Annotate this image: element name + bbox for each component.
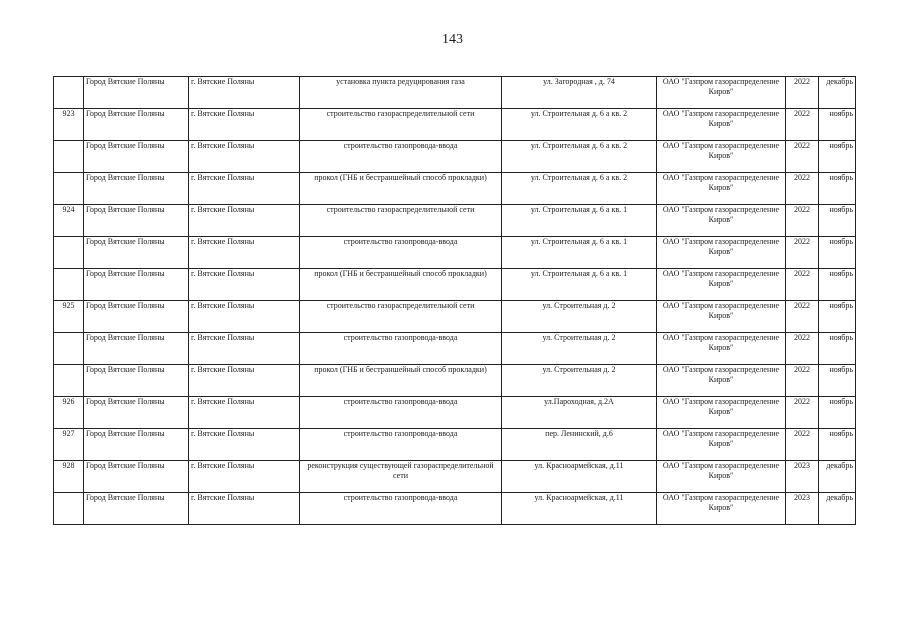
municipality-cell: Город Вятские Поляны [84, 461, 189, 493]
address-cell: ул. Строительная д. 6 а кв. 1 [502, 237, 657, 269]
month-cell: ноябрь [819, 301, 856, 333]
municipality-cell: Город Вятские Поляны [84, 173, 189, 205]
address-cell: ул. Строительная д. 6 а кв. 1 [502, 269, 657, 301]
row-number: 925 [54, 301, 84, 333]
municipality-cell: Город Вятские Поляны [84, 269, 189, 301]
table-row [54, 461, 856, 493]
organization-cell: ОАО "Газпром газораспределение Киров" [657, 365, 786, 397]
municipality-cell: Город Вятские Поляны [84, 141, 189, 173]
table-row [54, 141, 856, 173]
row-number [54, 77, 84, 109]
table-row [54, 269, 856, 301]
organization-cell: ОАО "Газпром газораспределение Киров" [657, 333, 786, 365]
municipality-cell: Город Вятские Поляны [84, 301, 189, 333]
month-cell: ноябрь [819, 429, 856, 461]
year-cell: 2022 [786, 333, 819, 365]
row-number [54, 333, 84, 365]
table-row [54, 205, 856, 237]
address-cell: ул. Строительная д. 6 а кв. 2 [502, 109, 657, 141]
address-cell: ул. Строительная д. 2 [502, 301, 657, 333]
row-number: 928 [54, 461, 84, 493]
month-cell: ноябрь [819, 141, 856, 173]
row-number: 924 [54, 205, 84, 237]
row-number [54, 173, 84, 205]
work-type-cell: прокол (ГНБ и бестраншейный способ прокладки) [300, 173, 502, 205]
address-cell: пер. Ленинский, д.6 [502, 429, 657, 461]
month-cell: ноябрь [819, 109, 856, 141]
year-cell: 2022 [786, 429, 819, 461]
year-cell: 2023 [786, 461, 819, 493]
municipality-cell: Город Вятские Поляны [84, 77, 189, 109]
settlement-cell: г. Вятские Поляны [189, 461, 300, 493]
page-number: 143 [442, 32, 463, 47]
settlement-cell: г. Вятские Поляны [189, 173, 300, 205]
month-cell: ноябрь [819, 269, 856, 301]
month-cell: декабрь [819, 493, 856, 525]
year-cell: 2022 [786, 237, 819, 269]
year-cell: 2022 [786, 173, 819, 205]
work-type-cell: прокол (ГНБ и бестраншейный способ прокладки) [300, 365, 502, 397]
organization-cell: ОАО "Газпром газораспределение Киров" [657, 397, 786, 429]
work-type-cell: строительство газопровода-ввода [300, 333, 502, 365]
table-row [54, 493, 856, 525]
settlement-cell: г. Вятские Поляны [189, 141, 300, 173]
year-cell: 2022 [786, 141, 819, 173]
organization-cell: ОАО "Газпром газораспределение Киров" [657, 301, 786, 333]
work-type-cell: строительство газопровода-ввода [300, 397, 502, 429]
table-row [54, 397, 856, 429]
address-cell: ул. Загородная , д. 74 [502, 77, 657, 109]
organization-cell: ОАО "Газпром газораспределение Киров" [657, 205, 786, 237]
settlement-cell: г. Вятские Поляны [189, 429, 300, 461]
row-number [54, 493, 84, 525]
settlement-cell: г. Вятские Поляны [189, 301, 300, 333]
municipality-cell: Город Вятские Поляны [84, 365, 189, 397]
table-row [54, 109, 856, 141]
work-type-cell: прокол (ГНБ и бестраншейный способ прокладки) [300, 269, 502, 301]
organization-cell: ОАО "Газпром газораспределение Киров" [657, 173, 786, 205]
month-cell: ноябрь [819, 173, 856, 205]
year-cell: 2022 [786, 365, 819, 397]
work-type-cell: строительство газораспределительной сети [300, 109, 502, 141]
address-cell: ул. Строительная д. 6 а кв. 2 [502, 141, 657, 173]
year-cell: 2022 [786, 109, 819, 141]
work-type-cell: строительство газораспределительной сети [300, 205, 502, 237]
work-type-cell: строительство газопровода-ввода [300, 237, 502, 269]
table-row [54, 301, 856, 333]
municipality-cell: Город Вятские Поляны [84, 493, 189, 525]
settlement-cell: г. Вятские Поляны [189, 269, 300, 301]
organization-cell: ОАО "Газпром газораспределение Киров" [657, 461, 786, 493]
table-row [54, 333, 856, 365]
work-type-cell: строительство газопровода-ввода [300, 493, 502, 525]
municipality-cell: Город Вятские Поляны [84, 333, 189, 365]
table-body [54, 77, 856, 525]
address-cell: ул. Красноармейская, д.11 [502, 493, 657, 525]
address-cell: ул. Строительная д. 6 а кв. 2 [502, 173, 657, 205]
month-cell: декабрь [819, 77, 856, 109]
month-cell: ноябрь [819, 397, 856, 429]
settlement-cell: г. Вятские Поляны [189, 333, 300, 365]
table-row [54, 237, 856, 269]
month-cell: ноябрь [819, 365, 856, 397]
settlement-cell: г. Вятские Поляны [189, 205, 300, 237]
municipality-cell: Город Вятские Поляны [84, 237, 189, 269]
settlement-cell: г. Вятские Поляны [189, 109, 300, 141]
month-cell: декабрь [819, 461, 856, 493]
settlement-cell: г. Вятские Поляны [189, 365, 300, 397]
settlement-cell: г. Вятские Поляны [189, 237, 300, 269]
year-cell: 2022 [786, 77, 819, 109]
organization-cell: ОАО "Газпром газораспределение Киров" [657, 109, 786, 141]
work-type-cell: установка пункта редуцирования газа [300, 77, 502, 109]
address-cell: ул. Строительная д. 6 а кв. 1 [502, 205, 657, 237]
row-number [54, 141, 84, 173]
address-cell: ул.Пароходная, д.2А [502, 397, 657, 429]
table-row [54, 429, 856, 461]
organization-cell: ОАО "Газпром газораспределение Киров" [657, 77, 786, 109]
row-number [54, 365, 84, 397]
year-cell: 2022 [786, 269, 819, 301]
row-number [54, 237, 84, 269]
organization-cell: ОАО "Газпром газораспределение Киров" [657, 237, 786, 269]
work-type-cell: строительство газопровода-ввода [300, 429, 502, 461]
year-cell: 2022 [786, 397, 819, 429]
address-cell: ул. Красноармейская, д.11 [502, 461, 657, 493]
municipality-cell: Город Вятские Поляны [84, 205, 189, 237]
address-cell: ул. Строительная д. 2 [502, 365, 657, 397]
month-cell: ноябрь [819, 333, 856, 365]
work-type-cell: строительство газопровода-ввода [300, 141, 502, 173]
row-number: 923 [54, 109, 84, 141]
settlement-cell: г. Вятские Поляны [189, 493, 300, 525]
organization-cell: ОАО "Газпром газораспределение Киров" [657, 429, 786, 461]
work-type-cell: реконструкция существующей газораспределительной сети [300, 461, 502, 493]
year-cell: 2022 [786, 205, 819, 237]
row-number [54, 269, 84, 301]
work-type-cell: строительство газораспределительной сети [300, 301, 502, 333]
organization-cell: ОАО "Газпром газораспределение Киров" [657, 269, 786, 301]
organization-cell: ОАО "Газпром газораспределение Киров" [657, 493, 786, 525]
municipality-cell: Город Вятские Поляны [84, 429, 189, 461]
settlement-cell: г. Вятские Поляны [189, 77, 300, 109]
municipality-cell: Город Вятские Поляны [84, 397, 189, 429]
month-cell: ноябрь [819, 237, 856, 269]
address-cell: ул. Строительная д. 2 [502, 333, 657, 365]
municipality-cell: Город Вятские Поляны [84, 109, 189, 141]
table-row [54, 77, 856, 109]
month-cell: ноябрь [819, 205, 856, 237]
table-row [54, 365, 856, 397]
row-number: 927 [54, 429, 84, 461]
gas-works-table [53, 76, 856, 525]
settlement-cell: г. Вятские Поляны [189, 397, 300, 429]
year-cell: 2023 [786, 493, 819, 525]
row-number: 926 [54, 397, 84, 429]
organization-cell: ОАО "Газпром газораспределение Киров" [657, 141, 786, 173]
table-row [54, 173, 856, 205]
year-cell: 2022 [786, 301, 819, 333]
